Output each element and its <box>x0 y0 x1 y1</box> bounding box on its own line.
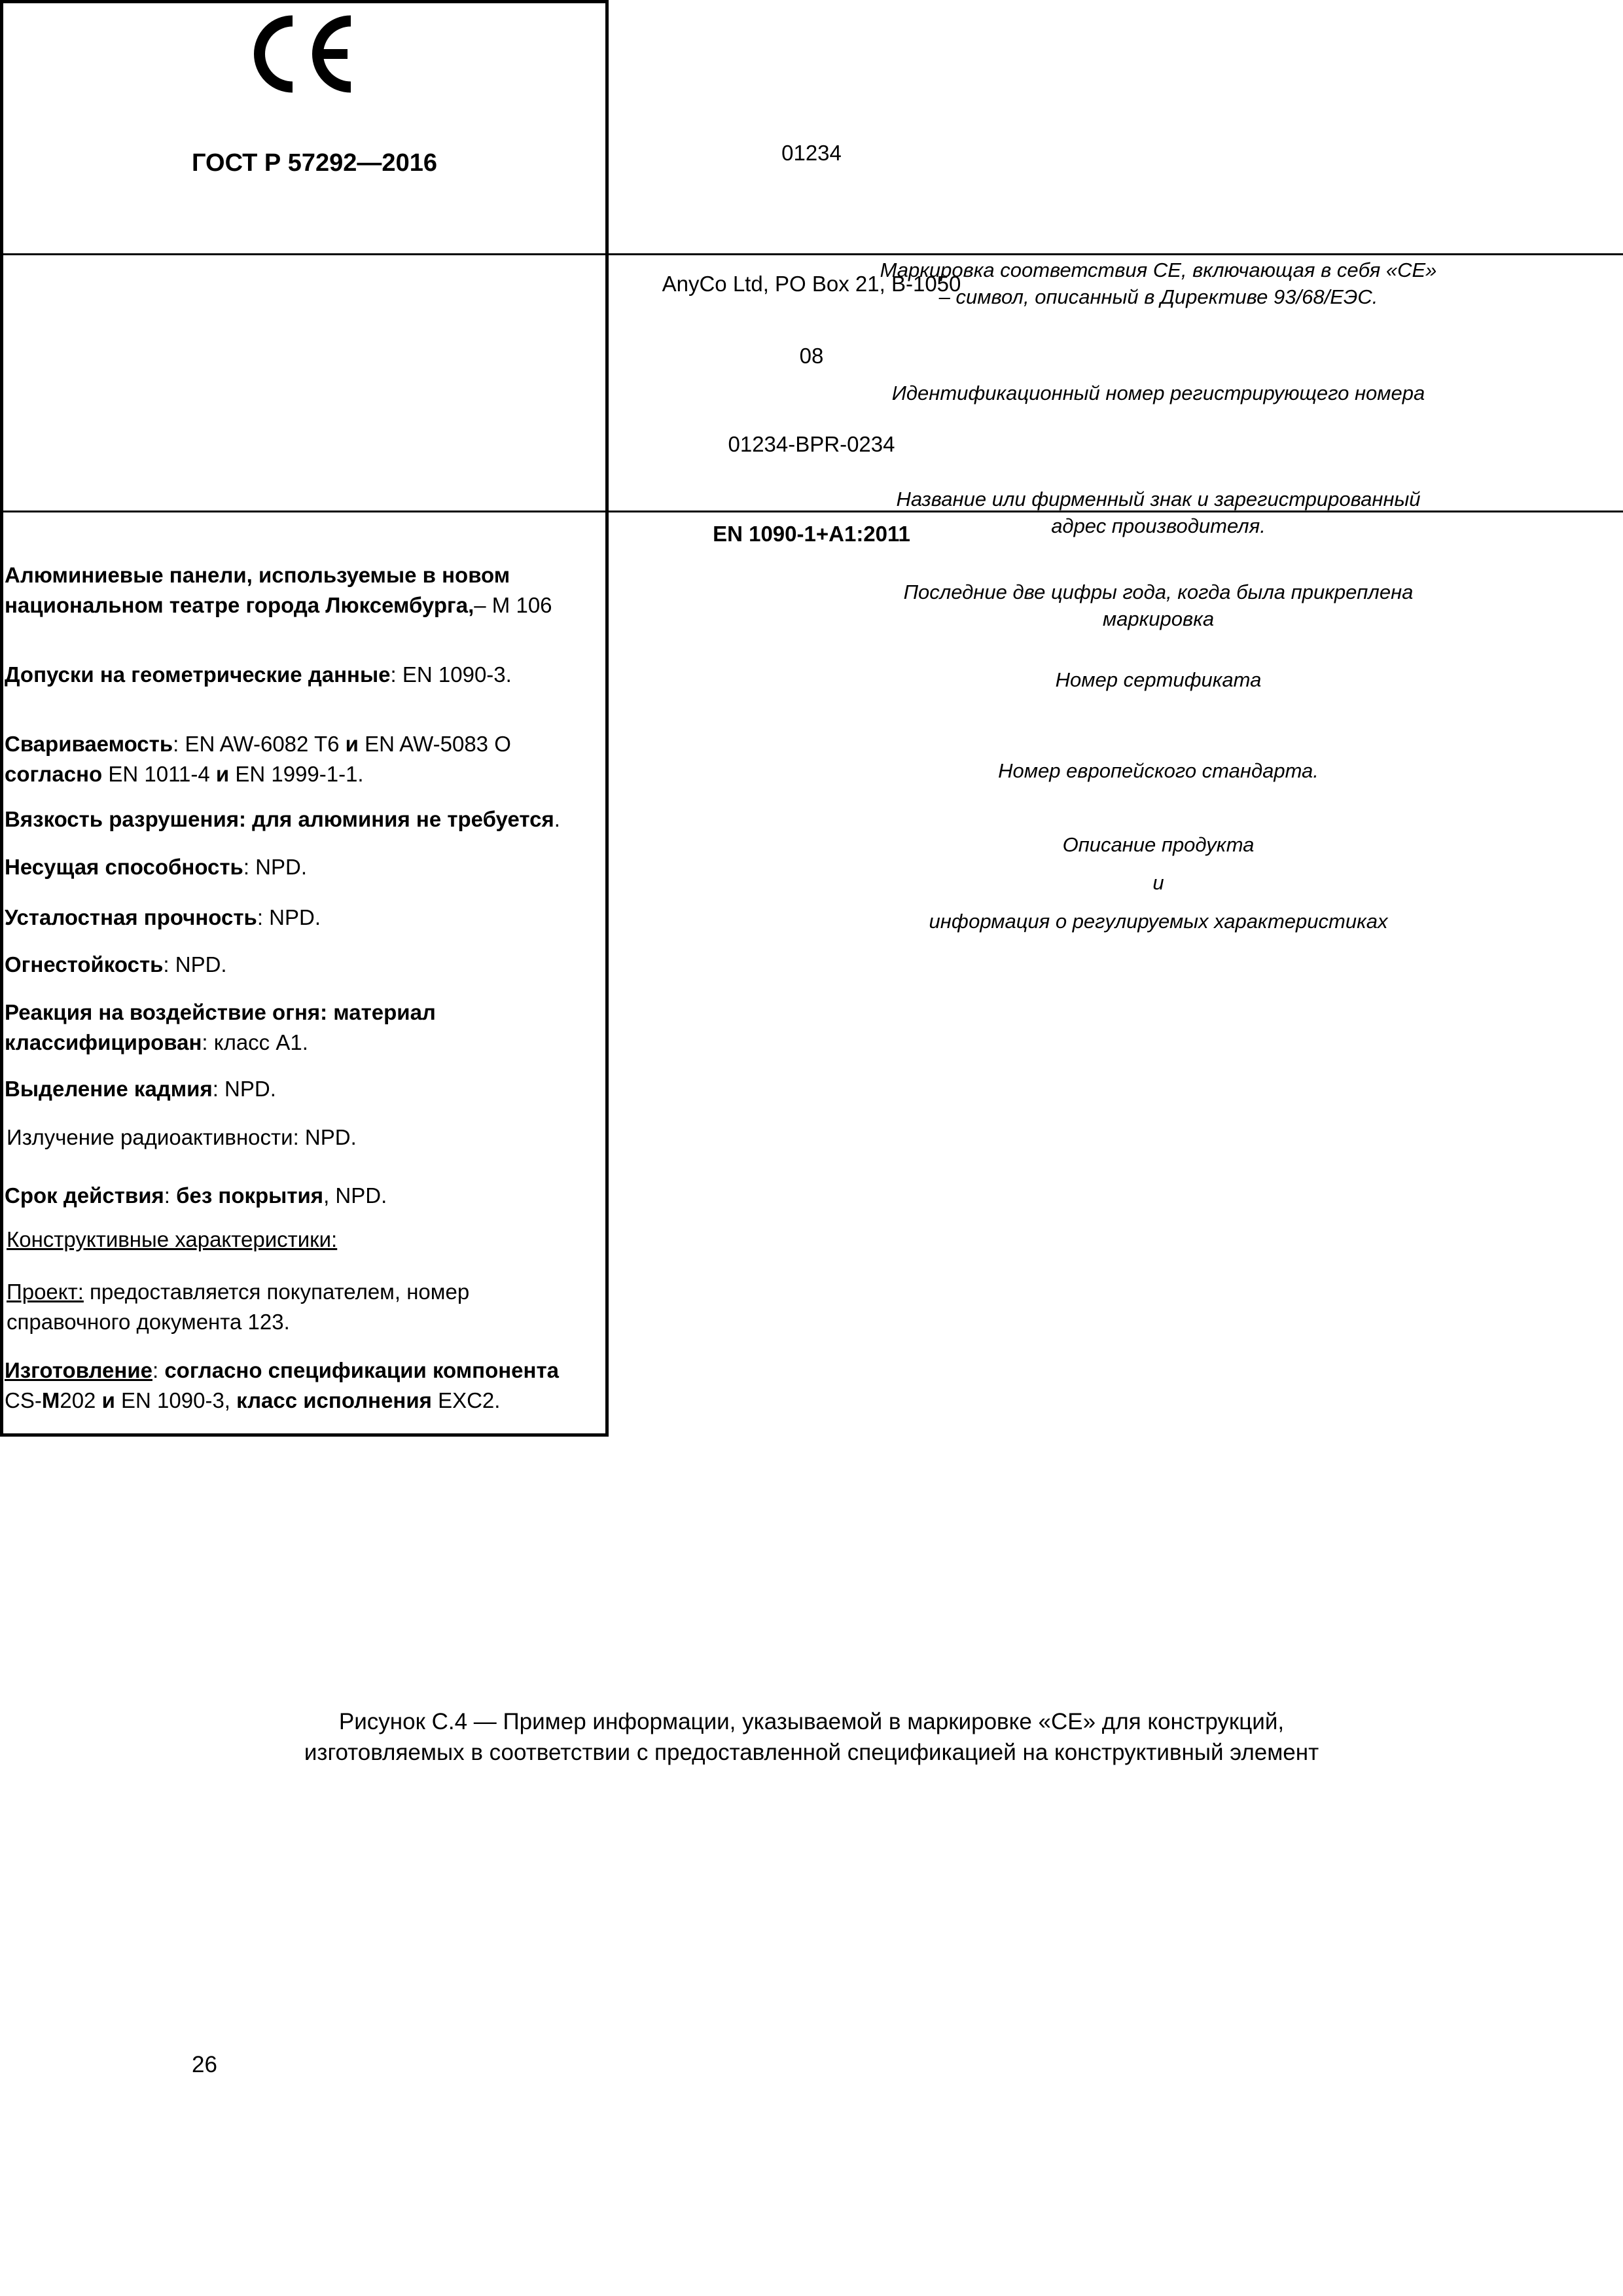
figure-caption <box>196 1706 1427 1768</box>
annotation-and: и <box>1152 871 1164 894</box>
manufacturer-address: AnyCo Ltd, PO Box 21, B-1050 <box>662 272 961 296</box>
page-number: 26 <box>192 2052 217 2077</box>
ce-marking-label <box>0 0 961 1437</box>
manufacture-line2: CS-M202 и EN 1090-3, класс исполнения EXC2. <box>5 1388 501 1412</box>
annotation-body-id: Идентификационный номер регистрирующего номера <box>891 382 1425 404</box>
ce-mark-logo <box>252 13 360 95</box>
caption-line2: изготовляемых в соответствии с предоставленной спецификацией на конструктивный элемент <box>304 1740 1319 1765</box>
annotation-manufacturer: Название или фирменный знак и зарегистрированный адрес производителя. <box>896 488 1421 537</box>
fire-reaction-line1: Реакция на воздействие огня: материал <box>5 1000 436 1024</box>
annotation-standard: Номер европейского стандарта. <box>998 759 1319 782</box>
year-digits: 08 <box>799 344 824 368</box>
fracture-toughness-line: Вязкость разрушения: для алюминия не требуется. <box>5 807 560 831</box>
annotation-product: Описание продукта <box>1062 833 1255 856</box>
section-divider <box>0 253 1623 255</box>
structural-characteristics-heading: Конструктивные характеристики: <box>7 1227 338 1251</box>
product-description-line1: Алюминиевые панели, используемые в новом <box>5 563 510 587</box>
annotation-year: Последние две цифры года, когда была прикреплена маркировка <box>903 581 1414 630</box>
certificate-number: 01234-BPR-0234 <box>728 432 895 456</box>
weldability-line1: Свариваемость: EN AW-6082 T6 и EN AW-5083 O <box>5 732 511 756</box>
annotation-certificate: Номер сертификата <box>1055 668 1262 691</box>
radioactivity-line: Излучение радиоактивности: NPD. <box>7 1125 357 1149</box>
annotation-regulated-info: информация о регулируемых характеристиках <box>929 910 1388 933</box>
fire-resistance-line: Огнестойкость: NPD. <box>5 952 227 977</box>
notified-body-id: 01234 <box>781 141 842 165</box>
fatigue-strength-line: Усталостная прочность: NPD. <box>5 905 321 929</box>
cadmium-line: Выделение кадмия: NPD. <box>5 1077 276 1101</box>
manufacture-line1: Изготовление: согласно спецификации компонента <box>5 1358 559 1382</box>
annotation-ce-marking: Маркировка соответствия СЕ, включающая в себя «СЕ» – символ, описанный в Директиве 93/68/ЕЭС. <box>880 259 1437 308</box>
design-line1: Проект: предоставляется покупателем, номер <box>7 1280 470 1304</box>
standard-number: EN 1090-1+A1:2011 <box>713 522 910 546</box>
caption-line1: Рисунок С.4 — Пример информации, указываемой в маркировке «СЕ» для конструкций, <box>338 1709 1285 1734</box>
weldability-line2: согласно EN 1011-4 и EN 1999-1-1. <box>5 762 364 786</box>
fire-reaction-line2: классифицирован: класс A1. <box>5 1030 308 1054</box>
tolerance-line: Допуски на геометрические данные: EN 1090-3. <box>5 662 512 687</box>
product-description-line2: национальном театре города Люксембурга,– M 106 <box>5 593 552 617</box>
design-line2: справочного документа 123. <box>7 1310 290 1334</box>
load-capacity-line: Несущая способность: NPD. <box>5 855 308 879</box>
document-title: ГОСТ Р 57292—2016 <box>192 149 437 177</box>
durability-line: Срок действия: без покрытия, NPD. <box>5 1183 387 1208</box>
